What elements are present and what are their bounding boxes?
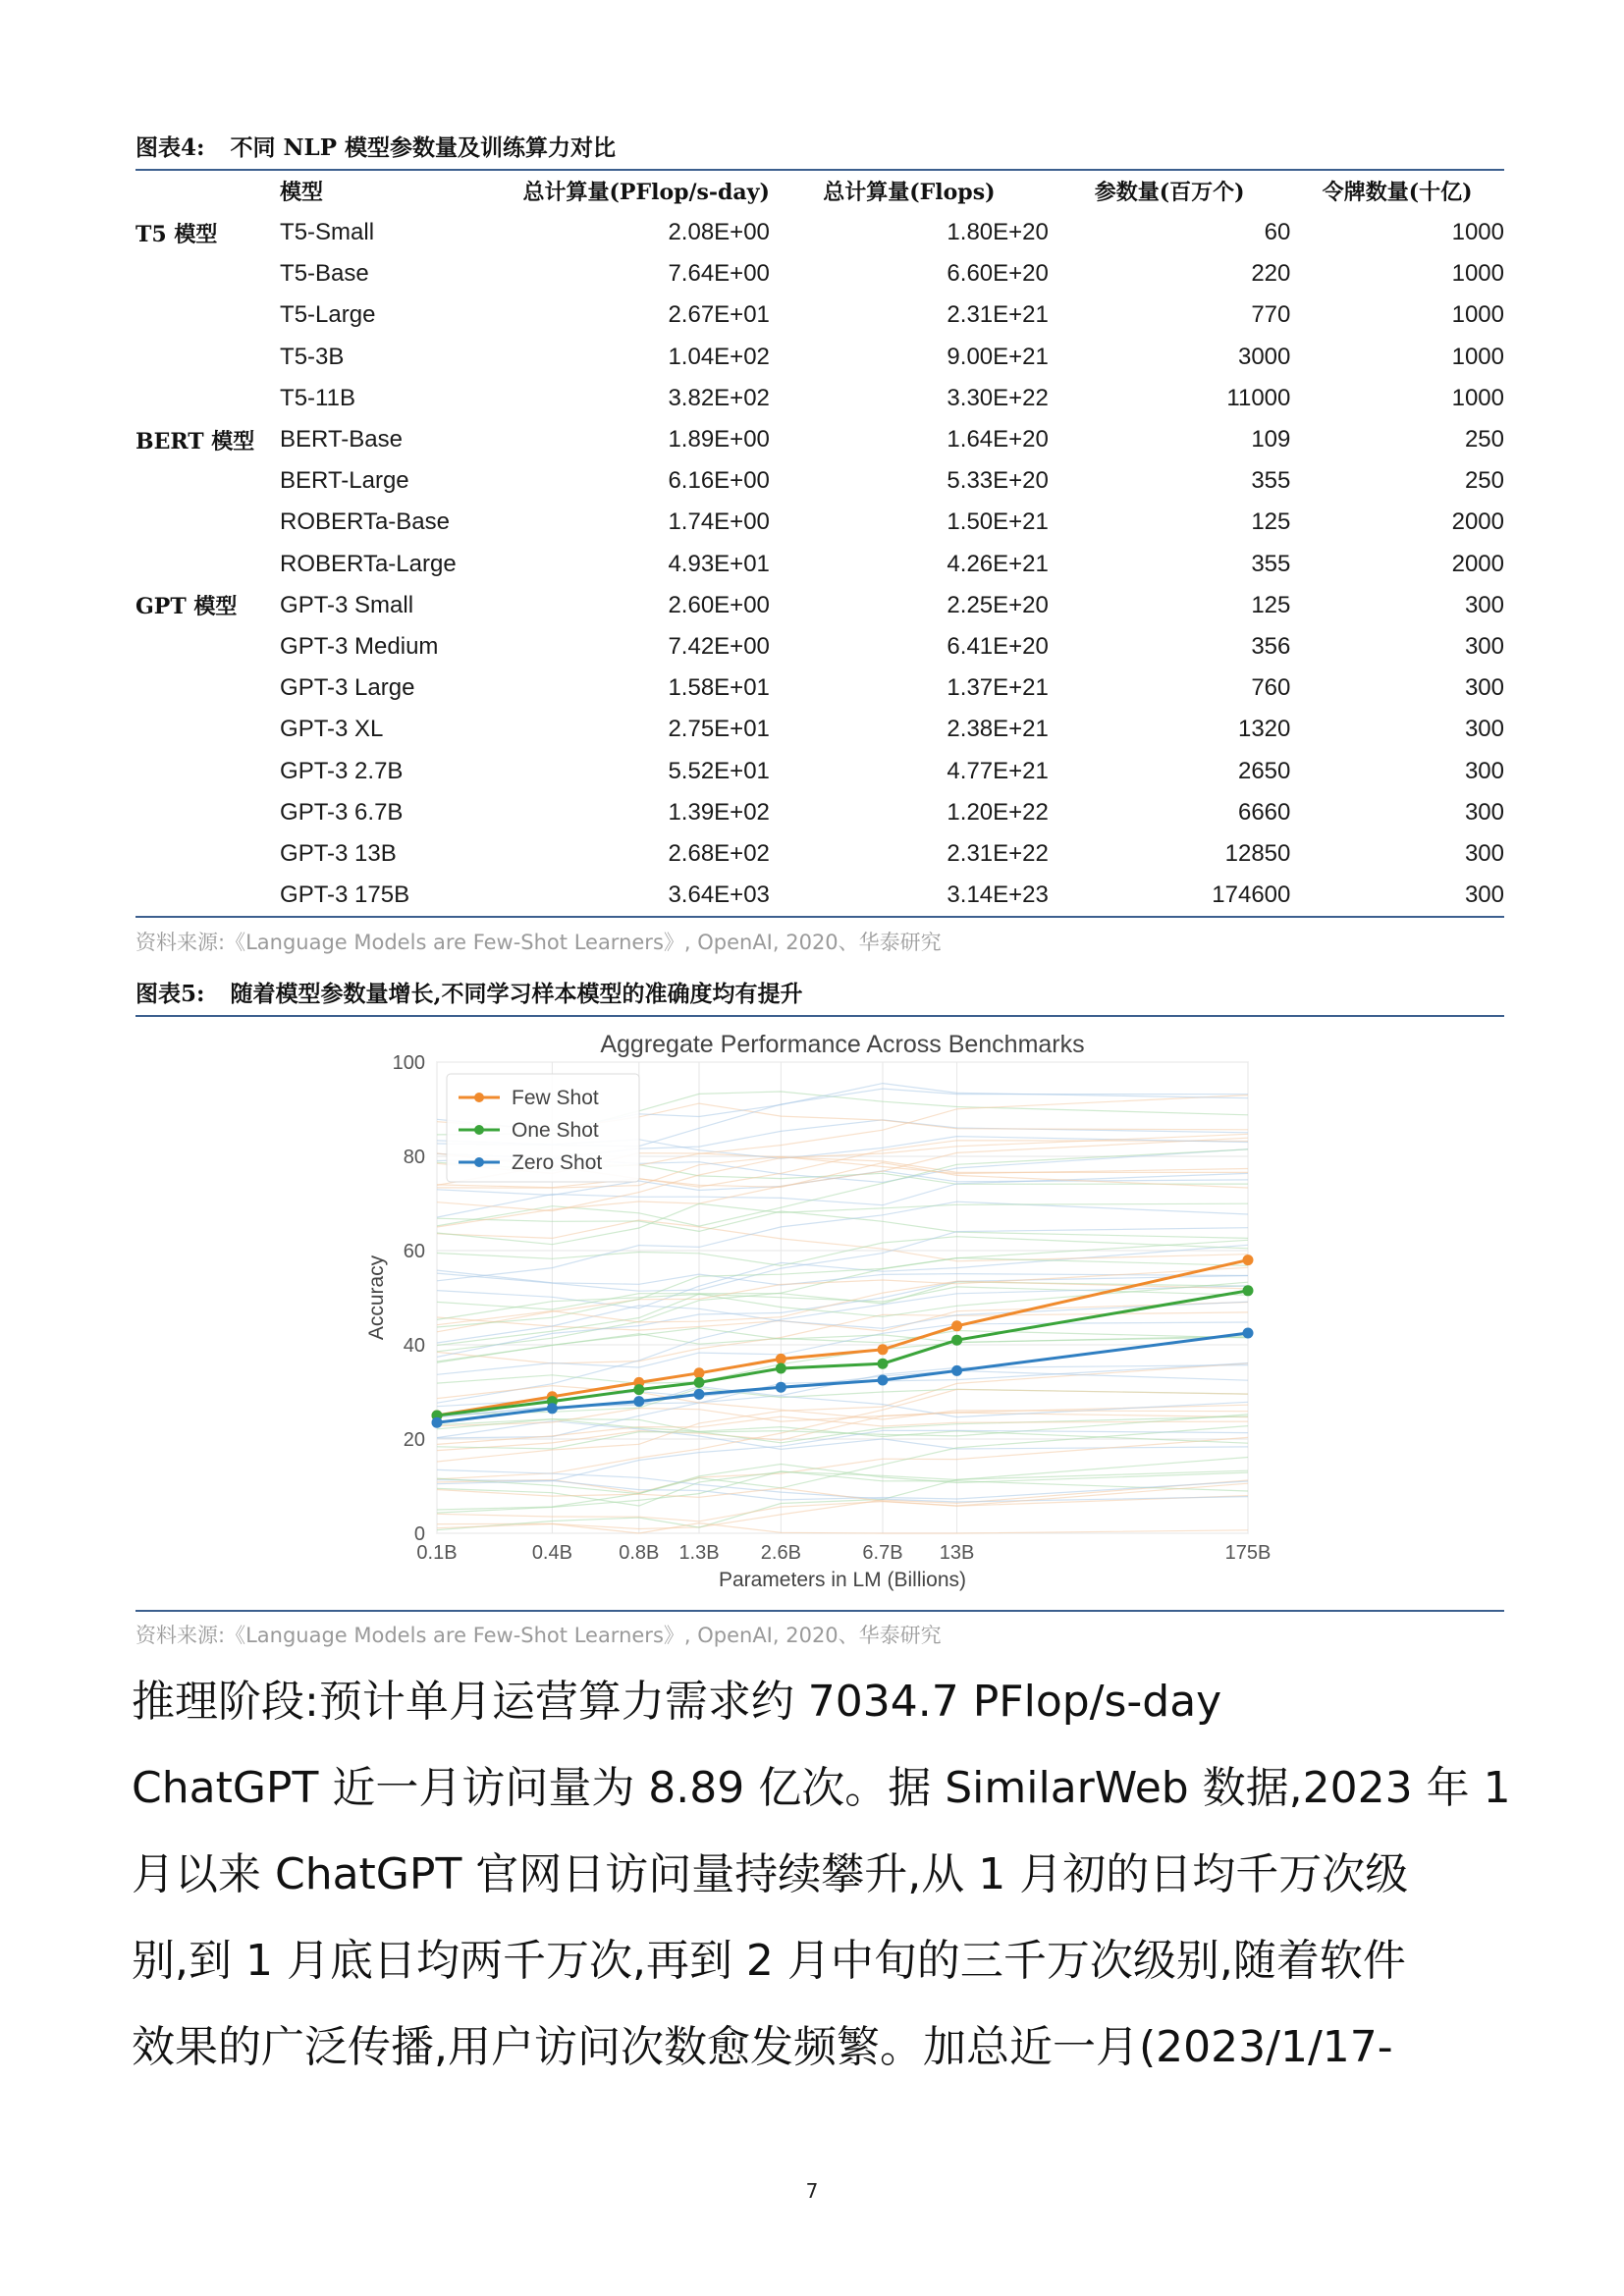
table-row [135,419,1504,460]
table-row [135,875,1504,917]
cell-group [135,337,280,378]
cell-group [135,378,280,419]
cell-flops: 9.00E+21 [947,343,1049,370]
y-axis-label: Accuracy [365,1255,388,1341]
cell-group [135,460,280,502]
table-row [135,750,1504,791]
cell-tokens: 300 [1464,674,1504,702]
x-tick-label: 175B [1224,1542,1272,1564]
cell-tokens: 1000 [1451,260,1504,288]
cell-model: GPT-3 Large [280,674,415,702]
cell-tokens: 300 [1464,716,1504,743]
cell-params: 109 [1251,426,1291,454]
figure5-title [135,980,1504,1017]
legend-marker [474,1125,484,1135]
cell-model: GPT-3 Medium [280,632,439,660]
cell-params: 174600 [1212,881,1291,909]
cell-pflops-day: 2.75E+01 [668,716,770,743]
data-point [776,1354,786,1364]
legend-label: Few Shot [512,1087,599,1109]
cell-group [135,833,280,875]
cell-flops: 3.30E+22 [947,384,1049,411]
data-point [633,1396,644,1407]
page-number: 7 [805,2179,819,2203]
header-flops: 总计算量(Flops) [823,179,996,205]
cell-model: ROBERTa-Large [280,550,457,577]
table-row [135,253,1504,294]
table-row [135,294,1504,336]
cell-model: GPT-3 175B [280,881,410,909]
cell-params: 12850 [1224,839,1291,867]
data-point [694,1367,705,1378]
table-row [135,709,1504,750]
data-point [877,1344,888,1355]
cell-params: 125 [1251,591,1291,618]
x-tick-label: 13B [939,1542,975,1564]
figure4-caption: 不同 NLP 模型参数量及训练算力对比 [230,134,617,161]
cell-model: T5-Small [280,219,375,246]
cell-model: GPT-3 13B [280,839,397,867]
cell-pflops-day: 3.82E+02 [668,384,770,411]
table-row [135,502,1504,543]
cell-pflops-day: 4.93E+01 [668,550,770,577]
cell-group [135,667,280,709]
cell-flops: 1.20E+22 [947,798,1049,826]
model-compute-table [135,169,1504,918]
figure5-caption: 随着模型参数量增长,不同学习样本模型的准确度均有提升 [230,981,803,1007]
cell-params: 770 [1251,301,1291,329]
cell-pflops-day: 1.04E+02 [668,343,770,370]
cell-model: T5-3B [280,343,345,370]
cell-tokens: 250 [1464,426,1504,454]
cell-flops: 2.31E+21 [947,301,1049,329]
data-point [1243,1285,1254,1296]
cell-group: GPT 模型 [135,594,238,620]
cell-pflops-day: 7.64E+00 [668,260,770,288]
cell-model: T5-Large [280,301,376,329]
cell-tokens: 2000 [1451,550,1504,577]
x-tick-label: 0.1B [416,1542,458,1564]
cell-pflops-day: 7.42E+00 [668,632,770,660]
cell-pflops-day: 3.64E+03 [668,881,770,909]
data-point [877,1359,888,1369]
cell-model: BERT-Base [280,426,403,454]
cell-flops: 3.14E+23 [947,881,1049,909]
chart-title: Aggregate Performance Across Benchmarks [600,1031,1085,1058]
x-axis-label: Parameters in LM (Billions) [718,1569,967,1591]
x-tick-label: 1.3B [678,1542,720,1564]
cell-model: GPT-3 6.7B [280,798,404,826]
cell-pflops-day: 1.74E+00 [668,508,770,536]
cell-tokens: 1000 [1451,219,1504,246]
cell-group [135,253,280,294]
data-point [1243,1328,1254,1339]
cell-params: 220 [1251,260,1291,288]
cell-params: 355 [1251,550,1291,577]
cell-model: GPT-3 Small [280,591,414,618]
cell-params: 60 [1264,219,1291,246]
cell-group [135,875,280,917]
figure4-source: 资料来源:《Language Models are Few-Shot Learners》, OpenAI, 2020、华泰研究 [135,931,942,954]
cell-tokens: 1000 [1451,384,1504,411]
table-header-row [135,169,1504,212]
table-row [135,792,1504,833]
figure5-source: 资料来源:《Language Models are Few-Shot Learners》, OpenAI, 2020、华泰研究 [135,1624,942,1647]
section-heading: 推理阶段:预计单月运营算力需求约 7034.7 PFlop/s-day [132,1677,1222,1727]
figure4-title [135,133,1504,171]
cell-model: T5-Base [280,260,369,288]
table-row [135,460,1504,502]
cell-flops: 4.26E+21 [947,550,1049,577]
cell-flops: 1.80E+20 [947,219,1049,246]
data-point [951,1365,962,1376]
legend-label: Zero Shot [512,1151,603,1174]
cell-group [135,294,280,336]
cell-model: GPT-3 2.7B [280,757,404,784]
cell-pflops-day: 1.89E+00 [668,426,770,454]
data-point [694,1389,705,1400]
data-point [776,1363,786,1374]
cell-flops: 5.33E+20 [947,467,1049,495]
data-point [951,1320,962,1331]
x-tick-label: 6.7B [862,1542,903,1564]
data-point [547,1403,558,1414]
cell-flops: 1.50E+21 [947,508,1049,536]
cell-params: 355 [1251,467,1291,495]
cell-group [135,544,280,585]
cell-tokens: 300 [1464,757,1504,784]
cell-flops: 6.41E+20 [947,632,1049,660]
header-tokens: 令牌数量(十亿) [1322,179,1473,205]
y-tick-label: 80 [403,1147,425,1168]
table-row [135,626,1504,667]
x-tick-label: 0.4B [531,1542,572,1564]
cell-tokens: 1000 [1451,301,1504,329]
y-tick-label: 20 [403,1429,425,1451]
cell-params: 2650 [1237,757,1291,784]
cell-tokens: 300 [1464,798,1504,826]
cell-flops: 2.31E+22 [947,839,1049,867]
x-tick-label: 0.8B [619,1542,660,1564]
cell-flops: 2.25E+20 [947,591,1049,618]
cell-flops: 6.60E+20 [947,260,1049,288]
data-point [877,1375,888,1386]
table-row [135,585,1504,626]
cell-pflops-day: 2.68E+02 [668,839,770,867]
cell-pflops-day: 2.08E+00 [668,219,770,246]
cell-group: T5 模型 [135,221,218,247]
figure4-number: 图表4: [135,134,205,161]
paragraph-line: 别,到 1 月底日均两千万次,再到 2 月中旬的三千万次级别,随着软件 [132,1936,1406,1986]
cell-tokens: 250 [1464,467,1504,495]
paragraph-line: ChatGPT 近一月访问量为 8.89 亿次。据 SimilarWeb 数据,2023 年 1 [132,1763,1511,1813]
y-tick-label: 0 [413,1523,425,1545]
cell-model: BERT-Large [280,467,409,495]
header-pflops-day: 总计算量(PFlop/s-day) [522,179,770,205]
header-group [135,169,280,212]
cell-pflops-day: 1.58E+01 [668,674,770,702]
cell-params: 1320 [1237,716,1291,743]
table-row [135,544,1504,585]
cell-pflops-day: 1.39E+02 [668,798,770,826]
cell-group [135,750,280,791]
table-row [135,378,1504,419]
y-tick-label: 60 [403,1241,425,1262]
cell-params: 6660 [1237,798,1291,826]
table-row [135,337,1504,378]
data-point [776,1382,786,1393]
header-model: 模型 [280,179,324,205]
cell-group [135,626,280,667]
cell-params: 356 [1251,632,1291,660]
cell-group: BERT 模型 [135,428,255,454]
cell-model: T5-11B [280,384,355,411]
cell-tokens: 300 [1464,591,1504,618]
legend-marker [474,1157,484,1167]
x-tick-label: 2.6B [760,1542,801,1564]
body-text [132,1659,1516,2091]
legend-marker [474,1093,484,1102]
data-point [694,1377,705,1388]
cell-params: 760 [1251,674,1291,702]
cell-params: 11000 [1226,384,1291,411]
cell-pflops-day: 2.60E+00 [668,591,770,618]
cell-group [135,792,280,833]
cell-model: ROBERTa-Base [280,508,450,536]
cell-pflops-day: 5.52E+01 [668,757,770,784]
cell-tokens: 300 [1464,881,1504,909]
data-point [951,1335,962,1346]
cell-tokens: 1000 [1451,343,1504,370]
cell-pflops-day: 6.16E+00 [668,467,770,495]
cell-flops: 4.77E+21 [947,757,1049,784]
figure5-bottom-rule [135,1610,1504,1612]
cell-pflops-day: 2.67E+01 [668,301,770,329]
header-params: 参数量(百万个) [1094,179,1245,205]
data-point [633,1384,644,1395]
cell-group [135,709,280,750]
y-tick-label: 100 [392,1052,425,1074]
legend-label: One Shot [512,1119,599,1142]
paragraph-line: 月以来 ChatGPT 官网日访问量持续攀升,从 1 月初的日均千万次级 [132,1849,1409,1899]
paragraph-line: 效果的广泛传播,用户访问次数愈发频繁。加总近一月(2023/1/17- [132,2022,1393,2072]
cell-group [135,502,280,543]
table-row [135,833,1504,875]
data-point [1243,1255,1254,1265]
table-row [135,212,1504,253]
cell-tokens: 2000 [1451,508,1504,536]
cell-tokens: 300 [1464,839,1504,867]
y-tick-label: 40 [403,1335,425,1357]
cell-tokens: 300 [1464,632,1504,660]
cell-flops: 1.37E+21 [947,674,1049,702]
table-body [135,212,1504,917]
cell-params: 3000 [1237,343,1291,370]
accuracy-line-chart [353,1021,1296,1610]
cell-flops: 2.38E+21 [947,716,1049,743]
figure5-number: 图表5: [135,981,205,1007]
cell-model: GPT-3 XL [280,716,384,743]
cell-params: 125 [1251,508,1291,536]
table-row [135,667,1504,709]
cell-flops: 1.64E+20 [947,426,1049,454]
data-point [432,1417,443,1428]
